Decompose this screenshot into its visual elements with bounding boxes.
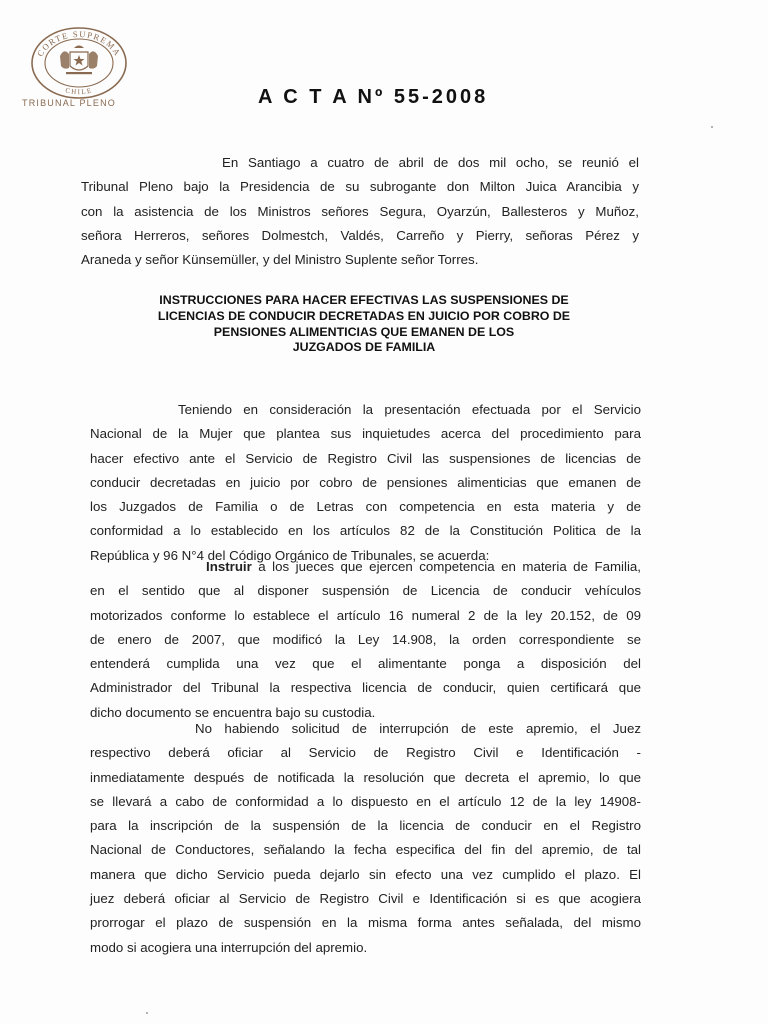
supreme-court-seal [30, 26, 128, 100]
apremio-line: prorrogar el plazo de suspensión en la misma forma antes señalada, del mismo [90, 915, 641, 931]
instruir-line: Administrador del Tribunal la respectiva licencia de conducir, quien certificará que [90, 680, 641, 696]
apremio-line: juez deberá oficiar al Servicio de Registro Civil e Identificación si es que acogiera [90, 891, 641, 907]
instruir-line: motorizados conforme lo establece el artículo 16 numeral 2 de la ley 20.152, de 09 [90, 607, 641, 623]
heading-line: LICENCIAS DE CONDUCIR DECRETADAS EN JUICIO POR COBRO DE [157, 308, 571, 323]
heading-line: PENSIONES ALIMENTICIAS QUE EMANEN DE LOS [213, 324, 515, 339]
instruir-first-line [90, 555, 641, 579]
considerando-line: República y 96 N°4 del Código Orgánico de Tribunales, se acuerda: [90, 547, 490, 563]
seal-caption: TRIBUNAL PLENO [22, 98, 116, 108]
scan-speck [146, 1012, 148, 1014]
heading-line: JUZGADOS DE FAMILIA [292, 340, 436, 355]
intro-line: Araneda y señor Künsemüller, y del Ministro Suplente señor Torres. [81, 252, 479, 268]
considerando-line: Teniendo en consideración la presentación efectuada por el Servicio [178, 402, 641, 417]
instruir-line: de enero de 2007, que modificó la Ley 14.908, la orden correspondiente se [90, 631, 641, 647]
seal-ring-text-top: CORTE SUPREMA [34, 28, 124, 59]
document-title: A C T A Nº 55-2008 [258, 86, 489, 108]
intro-line: En Santiago a cuatro de abril de dos mil ocho, se reunió el [222, 155, 639, 170]
heading-line: INSTRUCCIONES PARA HACER EFECTIVAS LAS SUSPENSIONES DE [159, 293, 569, 307]
intro-line: Tribunal Pleno bajo la Presidencia de su subrogante don Milton Juica Arancibia y [81, 179, 639, 195]
apremio-line: modo si acogiera una interrupción del apremio. [90, 939, 368, 955]
intro-paragraph [81, 151, 639, 272]
considerando-line: conducir decretadas en juicio por cobro de pensiones alimenticias que emanen de [90, 474, 641, 490]
considerando-line: hacer efectivo ante el Servicio de Registro Civil las suspensiones de licencias de [90, 450, 641, 466]
considerando-line: Nacional de la Mujer que plantea sus inquietudes acerca del procedimiento para [90, 426, 641, 442]
seal-emblem-icon [30, 26, 128, 100]
instruir-paragraph [90, 555, 641, 725]
apremio-line: se llevará a cabo de conformidad a lo dispuesto en el artículo 12 de la ley 14908- [90, 793, 641, 809]
apremio-line: para la inscripción de la suspensión de la licencia de conducir en el Registro [90, 818, 641, 834]
apremio-line: respectivo deberá oficiar al Servicio de Registro Civil e Identificación - [90, 745, 641, 761]
instruir-line: en el sentido que al disponer suspensión de Licencia de conducir vehículos [90, 583, 641, 599]
apremio-paragraph [90, 717, 641, 960]
instruir-first-line-text: a los jueces que ejercen competencia en materia de Familia, [251, 559, 641, 574]
svg-text:CHILE [65, 86, 94, 96]
considerando-line: conformidad a lo establecido en los artículos 82 de la Constitución Politica de la [90, 523, 641, 539]
apremio-line: No habiendo solicitud de interrupción de este apremio, el Juez [195, 721, 641, 736]
seal-ring-text-bottom: CHILE [64, 86, 94, 97]
considerando-line: los Juzgados de Familia o de Letras con competencia en esta materia y de [90, 499, 641, 515]
instruir-keyword: Instruir [206, 559, 252, 574]
intro-line: señora Herreros, señores Dolmestch, Valdés, Carreño y Pierry, señoras Pérez y [81, 227, 639, 243]
section-heading [112, 293, 616, 356]
considerando-paragraph [90, 398, 641, 568]
scan-speck [711, 126, 713, 128]
apremio-line: Nacional de Conductores, señalando la fecha especifica del fin del apremio, de tal [90, 842, 641, 858]
apremio-line: inmediatamente después de notificada la resolución que decreta el apremio, lo que [90, 769, 641, 785]
apremio-line: manera que dicho Servicio pueda dejarlo sin efecto una vez cumplido el plazo. El [90, 866, 641, 882]
intro-line: con la asistencia de los Ministros señores Segura, Oyarzún, Ballesteros y Muñoz, [81, 203, 639, 219]
instruir-line: dicho documento se encuentra bajo su custodia. [90, 704, 376, 720]
instruir-line: entenderá cumplida una vez que el alimentante ponga a disposición del [90, 656, 641, 672]
